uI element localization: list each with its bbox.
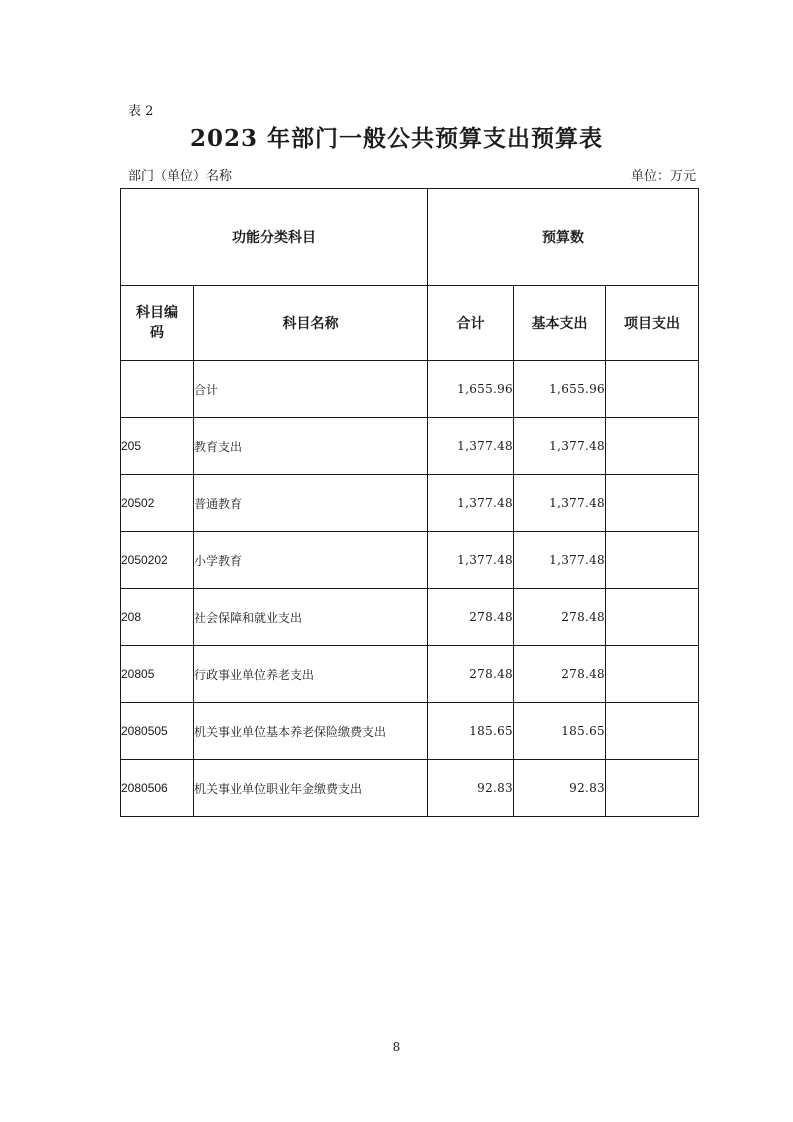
cell-subject-name: 普通教育 [194, 475, 428, 532]
cell-basic-expenditure: 1,377.48 [514, 475, 606, 532]
table-row [121, 361, 699, 418]
cell-subject-name: 机关事业单位基本养老保险缴费支出 [194, 703, 428, 760]
cell-subject-name: 合计 [194, 361, 428, 418]
cell-basic-expenditure: 92.83 [514, 760, 606, 817]
table-row [121, 532, 699, 589]
table-row [121, 646, 699, 703]
cell-subject-code: 208 [121, 589, 194, 646]
cell-basic-expenditure: 1,377.48 [514, 418, 606, 475]
table-row [121, 589, 699, 646]
cell-project-expenditure [606, 760, 699, 817]
table-row [121, 760, 699, 817]
header-row-group [121, 189, 699, 286]
cell-subject-name: 社会保障和就业支出 [194, 589, 428, 646]
unit-label: 单位：万元 [630, 169, 696, 184]
page-title: 2023 年部门一般公共预算支出预算表 [189, 125, 604, 152]
department-label: 部门（单位）名称 [128, 169, 233, 184]
header-subject-name: 科目名称 [194, 286, 428, 361]
cell-total: 92.83 [428, 760, 514, 817]
cell-basic-expenditure: 1,655.96 [514, 361, 606, 418]
cell-subject-code: 2080505 [121, 703, 194, 760]
cell-project-expenditure [606, 475, 699, 532]
cell-total: 1,377.48 [428, 418, 514, 475]
cell-basic-expenditure: 185.65 [514, 703, 606, 760]
table-row [121, 475, 699, 532]
cell-total: 1,377.48 [428, 475, 514, 532]
table-row [121, 418, 699, 475]
cell-subject-name: 小学教育 [194, 532, 428, 589]
header-basic-expenditure: 基本支出 [514, 286, 606, 361]
cell-project-expenditure [606, 646, 699, 703]
cell-basic-expenditure: 1,377.48 [514, 532, 606, 589]
cell-project-expenditure [606, 532, 699, 589]
cell-total: 1,655.96 [428, 361, 514, 418]
cell-project-expenditure [606, 703, 699, 760]
cell-subject-name: 教育支出 [194, 418, 428, 475]
cell-project-expenditure [606, 589, 699, 646]
page-number: 8 [392, 1040, 401, 1054]
header-row-columns [121, 286, 699, 361]
cell-subject-code: 20805 [121, 646, 194, 703]
table-label: 表 2 [128, 104, 154, 119]
cell-subject-code: 20502 [121, 475, 194, 532]
cell-subject-code: 205 [121, 418, 194, 475]
cell-basic-expenditure: 278.48 [514, 589, 606, 646]
cell-total: 185.65 [428, 703, 514, 760]
cell-subject-name: 行政事业单位养老支出 [194, 646, 428, 703]
cell-total: 278.48 [428, 589, 514, 646]
cell-subject-code: 2080506 [121, 760, 194, 817]
cell-project-expenditure [606, 361, 699, 418]
cell-project-expenditure [606, 418, 699, 475]
cell-basic-expenditure: 278.48 [514, 646, 606, 703]
cell-total: 1,377.48 [428, 532, 514, 589]
cell-subject-code [121, 361, 194, 418]
header-subject-code: 科目编码 [121, 286, 194, 361]
header-total: 合计 [428, 286, 514, 361]
cell-subject-code: 2050202 [121, 532, 194, 589]
budget-table [120, 188, 699, 817]
cell-total: 278.48 [428, 646, 514, 703]
header-budget-amount: 预算数 [428, 189, 699, 286]
table-row [121, 703, 699, 760]
table-body [121, 361, 699, 817]
cell-subject-name: 机关事业单位职业年金缴费支出 [194, 760, 428, 817]
header-functional-classification: 功能分类科目 [121, 189, 428, 286]
header-project-expenditure: 项目支出 [606, 286, 699, 361]
